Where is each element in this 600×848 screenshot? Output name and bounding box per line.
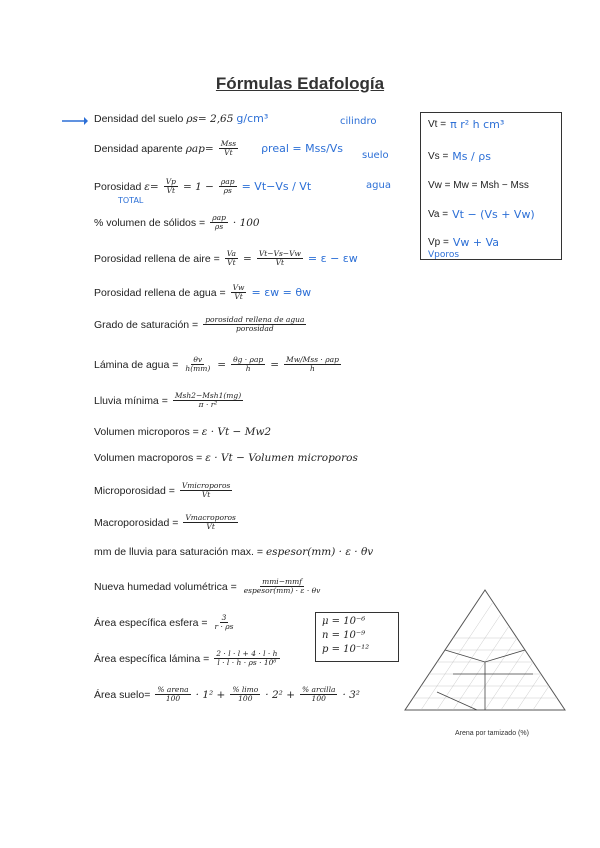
formula-mm-lluvia: mm de lluvia para saturación max. = espesor(mm) · ε · θv — [94, 546, 374, 558]
hand-agua: agua — [366, 180, 391, 191]
formula-vol-macroporos: Volumen macroporos = ε · Vt − Volumen microporos — [94, 452, 358, 464]
box-row-vw: Vw = Mw = Msh − Mss — [428, 180, 529, 191]
unit-pico: p = 10⁻¹² — [322, 644, 370, 655]
formula-area-esfera: Área específica esfera = $\frac{3}{r \cdot \rho s}$ — [94, 613, 234, 632]
hand-cilindro: cilindro — [340, 116, 377, 127]
box-row-vt: Vt = π r² h cm³ — [428, 118, 505, 131]
formula-macroporosidad: Macroporosidad = $\frac{\text{Vmacroporos}}{Vt}$ — [94, 513, 236, 532]
formula-microporosidad: Microporosidad = $\frac{\text{Vmicroporos}}{Vt}$ — [94, 481, 231, 500]
soil-texture-triangle — [385, 580, 585, 730]
formula-lluvia-minima: Lluvia mínima = $\frac{\text{Msh2−Msh1(mg)}}{\text{π · r²}}$ — [94, 391, 242, 410]
formula-nueva-humedad: Nueva humedad volumétrica = $\frac{\text{mmi−mmf}}{\text{espesor(mm) · ε · θv}}$ — [94, 577, 321, 596]
formula-porosidad: Porosidad ε= $\frac{Vp}{Vt}$ = 1 − $\frac{\text{ρap}}{\rho s}$ = Vt−Vs / Vt — [94, 177, 312, 196]
formula-densidad-suelo: Densidad del suelo ρs= 2,65 g/cm³ — [94, 112, 269, 125]
unit-nano: n = 10⁻⁹ — [322, 630, 366, 641]
hand-suelo: suelo — [362, 150, 389, 161]
triangle-x-label: Arena por tamizado (%) — [455, 730, 529, 737]
hand-total: TOTAL — [118, 196, 144, 205]
page-title: Fórmulas Edafología — [215, 74, 385, 93]
formula-vol-solidos: % volumen de sólidos = $\frac{\text{ρap}}{\rho s}$ · 100 — [94, 213, 260, 232]
formula-densidad-aparente: Densidad aparente ρap= $\frac{\text{Mss}}{Vt}$ ρreal = Mss/Vs — [94, 139, 344, 158]
arrow-icon — [62, 116, 88, 126]
box-row-vs: Vs = Ms / ρs — [428, 150, 491, 163]
box-row-va: Va = Vt − (Vs + Vw) — [428, 208, 535, 221]
formula-porosidad-agua: Porosidad rellena de agua = $\frac{Vw}{Vt}$ = εw = θw — [94, 283, 312, 302]
box-row-vp: Vp = Vw + Va — [428, 236, 500, 249]
box-footer: Vporos — [428, 250, 460, 260]
formula-grado-saturacion: Grado de saturación = $\frac{\text{porosidad rellena de agua}}{\text{porosidad}}$ — [94, 315, 305, 334]
formula-area-suelo: Área suelo= $\frac{\text{\% arena}}{100}$ · 1² + $\frac{\% \lim o}{100}$ · 2² + $\frac{\text{\% arcilla}}{100}$ · 3² — [94, 685, 361, 704]
formula-lamina-agua: Lámina de agua = $\frac{\theta v}{h(mm)}$ = $\frac{\text{θg · ρap}}{h}$ = $\frac{\text{Mw/Mss · ρap}}{h}$ — [94, 355, 339, 374]
formula-porosidad-aire: Porosidad rellena de aire = $\frac{Va}{Vt}$ = $\frac{Vt-Vs-Vw}{Vt}$ = ε − εw — [94, 249, 358, 268]
formula-area-lamina: Área específica lámina = $\frac{2 \cdot l \cdot l + 4 \cdot l \cdot h}{\text{l · l · h · ρs · 10⁶}}$ — [94, 649, 278, 668]
unit-micro: μ = 10⁻⁶ — [322, 616, 366, 627]
formula-vol-microporos: Volumen microporos = ε · Vt − Mw2 — [94, 426, 272, 438]
